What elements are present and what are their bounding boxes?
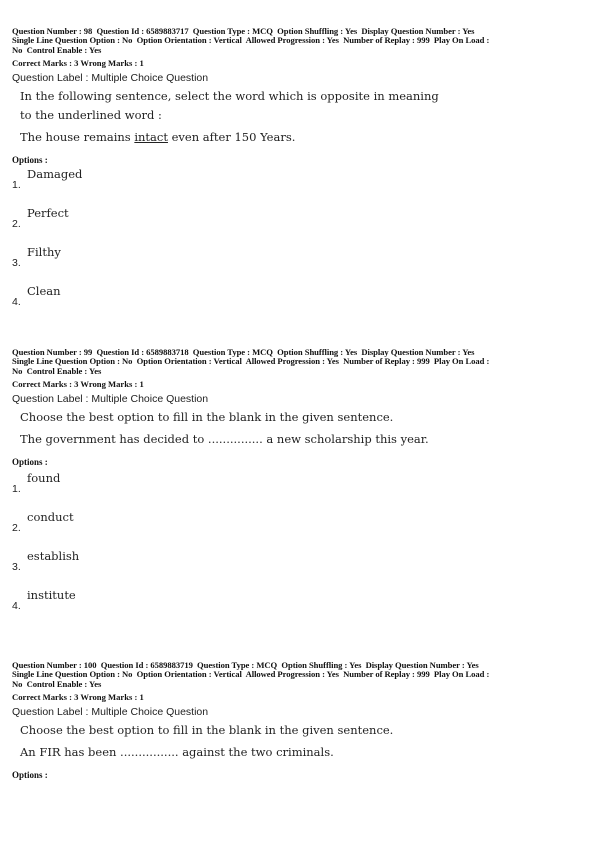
question-label: Question Label : Multiple Choice Question [12, 393, 209, 406]
question-meta: Question Number : 99 Question Id : 6589883718 Question Type : MCQ Option Shuffling : Yes Display Question Number : Yes Single Line Question Option : No Option Orientation : Vertical Allowed Progression : Yes Number of Replay : 999 Play On Load : No Control Enable : Yes [12, 347, 490, 376]
options-label: Options : [12, 457, 48, 468]
question-label: Question Label : Multiple Choice Question [12, 72, 209, 85]
option-number: 1. [12, 483, 21, 496]
option-number: 1. [12, 179, 21, 192]
question-meta: Question Number : 100 Question Id : 6589883719 Question Type : MCQ Option Shuffling : Yes Display Question Number : Yes Single Line Question Option : No Option Orientation : Vertical Allowed Progression : Yes Number of Replay : 999 Play On Load : No Control Enable : Yes [12, 660, 490, 689]
stem-sentence: The house remains [20, 130, 135, 145]
stem-sentence: even after 150 Years. [167, 130, 296, 145]
option-text: Perfect [27, 206, 69, 221]
stem-line: to the underlined word : [20, 108, 162, 123]
option-item[interactable] [12, 506, 587, 545]
question-stem [12, 89, 587, 145]
option-number: 2. [12, 522, 21, 535]
option-number: 4. [12, 600, 21, 613]
question-marks: Correct Marks : 3 Wrong Marks : 1 [12, 379, 144, 390]
option-text: found [27, 471, 61, 486]
options-label: Options : [12, 155, 48, 166]
option-number: 2. [12, 218, 21, 231]
option-text: conduct [27, 510, 74, 525]
underlined-word: intact [134, 130, 168, 145]
stem-line: Choose the best option to fill in the blank in the given sentence. [20, 723, 394, 738]
option-item[interactable] [12, 165, 587, 204]
question-marks: Correct Marks : 3 Wrong Marks : 1 [12, 692, 144, 703]
option-text: establish [27, 549, 80, 564]
stem-line: An FIR has been ................ against the two criminals. [20, 745, 334, 760]
option-item[interactable] [12, 204, 587, 243]
options-list [12, 467, 587, 623]
option-item[interactable] [12, 584, 587, 623]
question-stem [12, 410, 587, 447]
option-number: 3. [12, 561, 21, 574]
option-item[interactable] [12, 243, 587, 282]
stem-line: In the following sentence, select the word which is opposite in meaning [20, 89, 439, 104]
option-text: Clean [27, 284, 61, 299]
question-stem [12, 723, 587, 760]
option-number: 3. [12, 257, 21, 270]
options-label: Options : [12, 770, 48, 781]
option-text: Damaged [27, 167, 83, 182]
question-marks: Correct Marks : 3 Wrong Marks : 1 [12, 58, 144, 69]
option-item[interactable] [12, 545, 587, 584]
option-text: institute [27, 588, 76, 603]
question-label: Question Label : Multiple Choice Question [12, 706, 209, 719]
option-item[interactable] [12, 467, 587, 506]
option-number: 4. [12, 296, 21, 309]
question-meta: Question Number : 98 Question Id : 6589883717 Question Type : MCQ Option Shuffling : Yes Display Question Number : Yes Single Line Question Option : No Option Orientation : Vertical Allowed Progression : Yes Number of Replay : 999 Play On Load : No Control Enable : Yes [12, 26, 490, 55]
stem-line: Choose the best option to fill in the blank in the given sentence. [20, 410, 394, 425]
stem-line: The government has decided to ............... a new scholarship this year. [20, 432, 429, 447]
question-block-98 [12, 27, 587, 321]
options-list [12, 165, 587, 321]
question-block-100 [12, 661, 587, 780]
question-block-99 [12, 348, 587, 623]
option-text: Filthy [27, 245, 61, 260]
option-item[interactable] [12, 282, 587, 321]
